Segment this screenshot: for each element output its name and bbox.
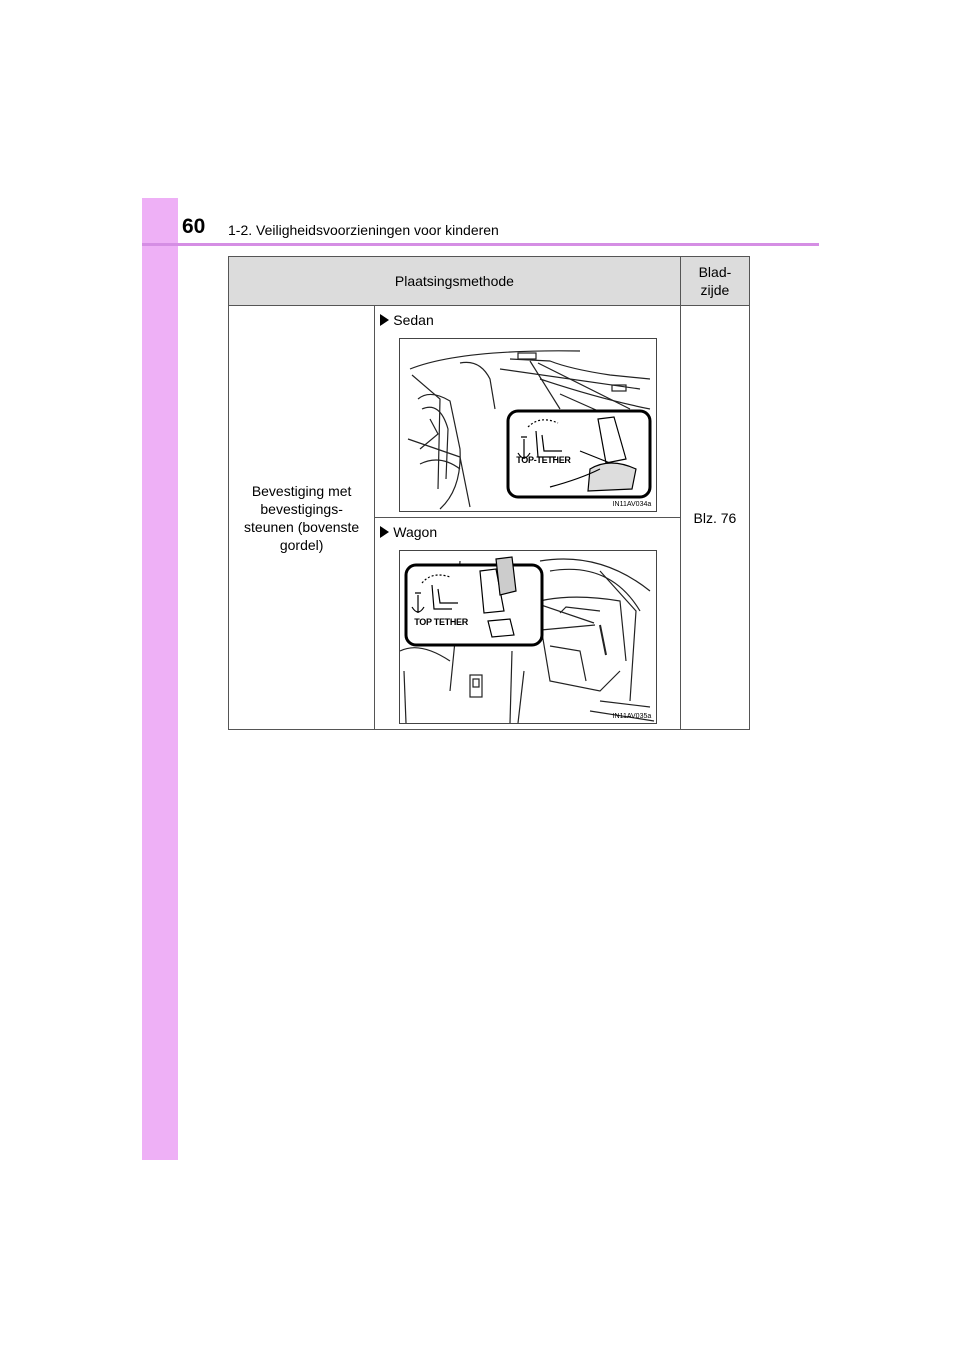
top-tether-badge-text: TOP TETHER (414, 617, 468, 627)
variant-cell-sedan (375, 306, 681, 518)
column-header-page (680, 257, 749, 306)
figure-code: IN11AV035a (612, 713, 652, 720)
method-cell (229, 306, 375, 730)
page-number: 60 (182, 215, 206, 238)
section-title: 1-2. Veiligheidsvoorzieningen voor kinderen (228, 222, 499, 238)
table-header-row (229, 257, 750, 306)
variant-label-wagon (380, 522, 680, 542)
wagon-cargo-tether-drawing (400, 551, 656, 723)
figure-code: IN11AV034a (612, 501, 652, 508)
header-divider (142, 243, 819, 246)
triangle-bullet-icon (380, 526, 389, 538)
installation-method-table (228, 256, 750, 730)
method-text: Bevestiging met bevestigings- steunen (bovenste gordel) (244, 482, 360, 553)
variant-cell-wagon (375, 518, 681, 730)
triangle-bullet-icon (380, 314, 389, 326)
variant-label-sedan (380, 310, 680, 330)
sedan-seat-tether-drawing (400, 339, 656, 511)
column-header-page-text: Blad- zijde (698, 264, 732, 298)
table-row (229, 306, 750, 518)
chapter-side-tab (142, 198, 178, 1160)
page-reference-cell: Blz. 76 (680, 306, 749, 730)
variant-label-text: Wagon (393, 524, 438, 540)
variant-label-text: Sedan (393, 312, 434, 328)
wagon-illustration (399, 550, 657, 724)
column-header-method: Plaatsingsmethode (229, 257, 681, 306)
top-tether-badge-text: TOP-TETHER (516, 455, 571, 465)
sedan-illustration (399, 338, 657, 512)
